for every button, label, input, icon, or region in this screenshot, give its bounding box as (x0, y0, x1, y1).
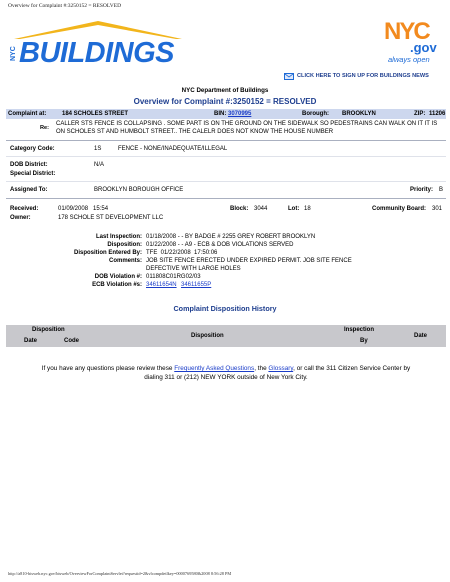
comments-label: Comments: (108, 258, 142, 264)
category-desc: FENCE - NONE/INADEQUATE/ILLEGAL (118, 146, 228, 152)
dob-violation-value: 011808C01RG02/03 (146, 274, 201, 280)
borough-value: BROOKLYN (342, 111, 376, 117)
re-text: CALLER STS FENCE IS COLLAPSING . SOME PART IS ON THE GROUND ON THE SIDEWALK SO PEDESTRAINS CAN WALK ON IT IT IS ON SCHOLES ST AND HUMBOLT STREET.. THE CALELR DOES NOT KNOW THE HOUSE NUMBER (56, 121, 438, 135)
disposition-value: 01/22/2008 - - A9 - ECB & DOB VIOLATIONS SERVED (146, 242, 294, 248)
col-disposition: Disposition (191, 333, 224, 339)
complaint-bar (6, 109, 446, 119)
last-inspection-value: 01/18/2008 - - BY BADGE # 2255 GREY ROBERT BROOKLYN (146, 234, 316, 240)
help-text-3: dialing 311 or (212) NEW YORK outside of New York City. (144, 374, 308, 381)
disposition-label: Disposition: (107, 242, 142, 248)
help-text-comma: , the (254, 365, 269, 372)
owner-label: Owner: (10, 215, 31, 221)
signup-label: CLICK HERE TO SIGN UP FOR BUILDINGS NEWS (297, 73, 429, 79)
received-label: Received: (10, 206, 39, 212)
logo-text: BUILDINGS (19, 37, 174, 69)
priority-label: Priority: (410, 187, 434, 193)
lot-label: Lot: (288, 206, 300, 212)
assigned-label: Assigned To: (10, 187, 48, 193)
history-title: Complaint Disposition History (173, 304, 277, 313)
logo-prefix: NYC (10, 46, 17, 61)
last-inspection-label: Last Inspection: (95, 234, 142, 240)
ecb-violation-label: ECB Violation #s: (92, 282, 142, 288)
community-board-label: Community Board: (372, 206, 426, 212)
owner-value: 178 SCHOLE ST DEVELOPMENT LLC (58, 215, 164, 221)
department-name: NYC Department of Buildings (181, 87, 269, 94)
glossary-link[interactable]: Glossary (268, 365, 294, 372)
divider (6, 140, 446, 141)
page-title: Overview for Complaint #:3250152 = RESOLVED (133, 97, 317, 106)
dob-district-label: DOB District: (10, 162, 48, 168)
browser-footer-url: http://a810-bisweb.nyc.gov/bisweb/OverviewForComplaintServlet?requestid=2&vlcompdetlkey=0000769580&2008 8:56:28 PM (8, 571, 232, 576)
zip-value: 11206 (429, 111, 446, 117)
bin-label: BIN: (214, 111, 227, 117)
zip-label: ZIP: (414, 111, 426, 117)
divider (6, 181, 446, 182)
received-value: 01/09/2008 15:54 (58, 206, 109, 212)
dob-violation-label: DOB Violation #: (94, 274, 142, 280)
col-inspection: Inspection (344, 327, 375, 333)
bin-link[interactable]: 3070995 (228, 111, 252, 117)
borough-label: Borough: (302, 111, 329, 117)
faq-link[interactable]: Frequently Asked Questions (174, 365, 255, 372)
envelope-icon (284, 73, 294, 80)
community-board-value: 301 (432, 206, 443, 212)
comments-line-1: JOB SITE FENCE ERECTED UNDER EXPIRED PERMIT. JOB SITE FENCE (146, 258, 352, 264)
complaint-address: 184 SCHOLES STREET (62, 111, 129, 117)
nyc-logo-text: NYC (384, 18, 429, 45)
category-label: Category Code: (10, 146, 55, 152)
browser-page-title: Overview for Complaint #:3250152 = RESOLVED (8, 3, 122, 9)
block-label: Block: (230, 206, 249, 212)
special-district-label: Special District: (10, 171, 56, 177)
block-value: 3044 (254, 206, 268, 212)
nyc-gov-logo[interactable] (382, 18, 444, 66)
assigned-value: BROOKLYN BOROUGH OFFICE (94, 187, 184, 193)
disposition-entered-label: Disposition Entered By: (73, 250, 142, 256)
col-disposition-group: Disposition (32, 327, 65, 333)
divider (6, 156, 446, 157)
category-code: 1S (94, 146, 102, 152)
help-text (6, 364, 446, 382)
comments-line-2: DEFECTIVE WITH LARGE HOLES (146, 266, 241, 272)
dob-district-value: N/A (94, 162, 105, 168)
buildings-logo[interactable] (8, 19, 188, 74)
history-table-header (6, 325, 446, 347)
divider (6, 198, 446, 199)
col-code: Code (64, 338, 79, 344)
ecb-violation-link-2[interactable]: 34611655P (181, 282, 212, 288)
col-date-right: Date (414, 333, 428, 339)
re-label: Re: (40, 125, 50, 131)
signup-link[interactable] (284, 71, 446, 81)
col-by: By (360, 338, 368, 344)
lot-value: 18 (304, 206, 311, 212)
help-text-2: , or call the 311 Citizen Service Center by (293, 365, 411, 372)
help-text-1: If you have any questions please review these (41, 365, 175, 372)
col-date: Date (24, 338, 38, 344)
complaint-at-label: Complaint at: (8, 111, 47, 117)
disposition-entered-value: TFE 01/22/2008 17:50:06 (146, 250, 218, 256)
ecb-violation-link-1[interactable]: 34611654N (146, 282, 177, 288)
always-open-tagline: always open (388, 55, 430, 64)
priority-value: B (439, 187, 444, 193)
nyc-gov-text: .gov (410, 40, 437, 55)
